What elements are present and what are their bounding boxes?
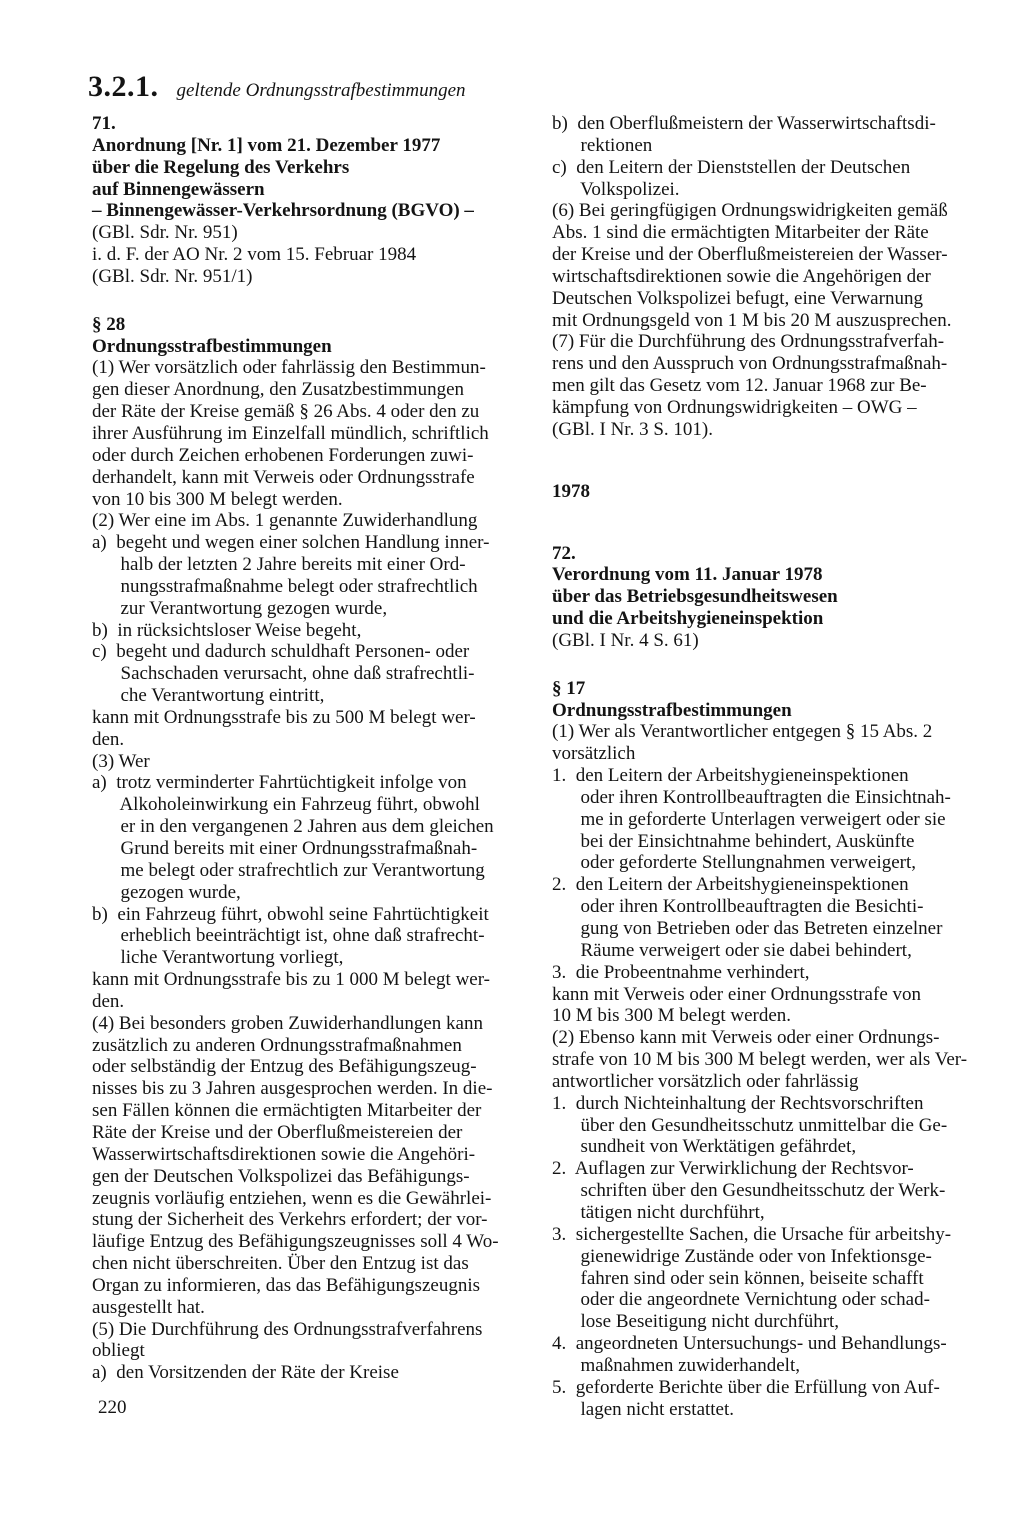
page-number: 220 <box>98 1397 127 1418</box>
text-line: (2) Wer eine im Abs. 1 genannte Zuwiderhandlung <box>92 510 478 532</box>
text-line: sundheit von Werktätigen gefährdet, <box>552 1136 857 1158</box>
text-line: me belegt oder strafrechtlich zur Verantwortung <box>92 859 485 881</box>
text-line: (6) Bei geringfügigen Ordnungswidrigkeiten gemäß <box>552 200 948 222</box>
text-line: men gilt das Gesetz vom 12. Januar 1968 zur Be- <box>552 375 927 397</box>
right-continuation-text <box>552 113 992 441</box>
right-column <box>552 113 992 1420</box>
text-line: Grund bereits mit einer Ordnungsstrafmaßnah- <box>92 838 478 859</box>
text-line: gen der Deutschen Volkspolizei das Befähigungs- <box>92 1165 470 1187</box>
text-line: 1. durch Nichteinhaltung der Rechtsvorschriften <box>552 1092 924 1114</box>
text-line: oder ihren Kontrollbeauftragten die Besichti- <box>552 896 924 918</box>
text-line: me in geforderte Unterlagen verweigert oder sie <box>552 808 946 830</box>
text-line: Alkoholeinwirkung ein Fahrzeug führt, obwohl <box>92 794 480 816</box>
text-line: che Verantwortung eintritt, <box>92 685 325 707</box>
text-line: zeugnis vorläufig entziehen, wenn es die Gewährlei- <box>92 1187 492 1209</box>
text-line: c) den Leitern der Dienststellen der Deutschen <box>552 156 911 178</box>
text-line: antwortlicher vorsätzlich oder fahrlässig <box>552 1070 859 1092</box>
regulation-title-line: und die Arbeitshygieneinspektion <box>552 608 824 630</box>
text-line: (2) Ebenso kann mit Verweis oder einer Ordnungs- <box>552 1027 940 1049</box>
text-line: vorsätzlich <box>552 743 636 765</box>
entry-number: 72. <box>552 542 576 564</box>
text-line: Organ zu informieren, das das Befähigungszeugnis <box>92 1274 480 1296</box>
text-line: a) den Vorsitzenden der Räte der Kreise <box>92 1362 399 1384</box>
text-line: Sachschaden verursacht, ohne daß strafrechtli- <box>92 663 475 685</box>
text-line: a) begeht und wegen einer solchen Handlung inner- <box>92 532 490 554</box>
text-line: zur Verantwortung gezogen wurde, <box>92 597 388 619</box>
text-line: Wasserwirtschaftsdirektionen sowie die Angehöri- <box>92 1143 476 1165</box>
text-line: (5) Die Durchführung des Ordnungsstrafverfahrens <box>92 1318 483 1340</box>
regulation-title-line: Anordnung [Nr. 1] vom 21. Dezember 1977 <box>92 134 441 156</box>
left-body-text <box>92 357 532 1384</box>
source-line: (GBl. Sdr. Nr. 951) <box>92 222 238 244</box>
text-line: er in den vergangenen 2 Jahren aus dem gleichen <box>92 816 494 838</box>
paragraph-title: Ordnungsstrafbestimmungen <box>92 335 332 357</box>
source-line: i. d. F. der AO Nr. 2 vom 15. Februar 1984 <box>92 244 417 266</box>
text-line: 1. den Leitern der Arbeitshygieneinspektionen <box>552 765 909 787</box>
left-column <box>92 113 532 1384</box>
regulation-title-line: – Binnengewässer-Verkehrsordnung (BGVO) – <box>92 200 474 222</box>
text-line: gienewidrige Zustände oder von Infektionsge- <box>552 1245 932 1267</box>
text-line: (1) Wer als Verantwortlicher entgegen § 15 Abs. 2 <box>552 721 933 743</box>
regulation-title-line: auf Binnengewässern <box>92 178 265 200</box>
text-line: gung von Betrieben oder das Betreten einzelner <box>552 918 943 939</box>
section-number: 3.2.1. <box>88 70 159 103</box>
text-line: Abs. 1 sind die ermächtigten Mitarbeiter der Räte <box>552 222 929 244</box>
text-line: oder geforderte Stellungnahmen verweigert, <box>552 852 917 874</box>
text-line: 5. geforderte Berichte über die Erfüllung von Auf- <box>552 1376 940 1398</box>
paragraph-heading: § 17 <box>552 677 586 699</box>
text-line: bei der Einsichtnahme behindert, Auskünfte <box>552 830 915 852</box>
text-line: Deutschen Volkspolizei befugt, eine Verwarnung <box>552 287 923 309</box>
text-line: den. <box>92 728 125 750</box>
text-line: zusätzlich zu anderen Ordnungsstrafmaßnahmen <box>92 1034 462 1056</box>
paragraph-title: Ordnungsstrafbestimmungen <box>552 699 792 721</box>
entry-number: 71. <box>92 113 116 134</box>
text-line: oder selbständig der Entzug des Befähigungszeug- <box>92 1056 477 1078</box>
text-line: (3) Wer <box>92 750 150 772</box>
source-line: (GBl. Sdr. Nr. 951/1) <box>92 265 253 287</box>
text-line: rektionen <box>552 134 653 156</box>
text-line: liche Verantwortung vorliegt, <box>92 947 344 969</box>
text-line: 3. sichergestellte Sachen, die Ursache für arbeitshy- <box>552 1223 952 1245</box>
text-line: 2. den Leitern der Arbeitshygieneinspektionen <box>552 874 909 896</box>
text-line: oder ihren Kontrollbeauftragten die Einsichtnah- <box>552 786 951 808</box>
source-line: (GBl. I Nr. 4 S. 61) <box>552 629 699 651</box>
text-line: wirtschaftsdirektionen sowie die Angehörigen der <box>552 265 931 287</box>
text-line: läufige Entzug des Befähigungszeugnisses soll 4 Wo- <box>92 1231 499 1253</box>
text-line: 4. angeordneten Untersuchungs- und Behandlungs- <box>552 1333 947 1355</box>
text-line: (1) Wer vorsätzlich oder fahrlässig den Bestimmun- <box>92 357 486 379</box>
text-line: b) den Oberflußmeistern der Wasserwirtschaftsdi- <box>552 113 936 134</box>
text-line: (7) Für die Durchführung des Ordnungsstrafverfah- <box>552 331 945 353</box>
text-line: halb der letzten 2 Jahre bereits mit einer Ord- <box>92 554 466 576</box>
paragraph-heading: § 28 <box>92 313 126 335</box>
text-line: stung der Sicherheit des Verkehrs erfordert; der vor- <box>92 1209 488 1231</box>
text-line: fahren sind oder sein können, beiseite schafft <box>552 1267 924 1289</box>
text-line: Räume verweigert oder sie dabei behindert, <box>552 939 912 961</box>
text-line: über den Gesundheitsschutz unmittelbar die Ge- <box>552 1114 948 1136</box>
section-title: geltende Ordnungsstrafbestimmungen <box>176 80 466 101</box>
text-line: b) in rücksichtsloser Weise begeht, <box>92 619 362 641</box>
text-line: 3. die Probeentnahme verhindert, <box>552 961 810 983</box>
text-line: gezogen wurde, <box>92 881 241 903</box>
text-line: maßnahmen zuwiderhandelt, <box>552 1354 800 1376</box>
text-line: den. <box>92 990 125 1012</box>
text-line: kann mit Verweis oder einer Ordnungsstrafe von <box>552 983 921 1005</box>
right-body-text <box>552 721 992 1420</box>
text-line: kann mit Ordnungsstrafe bis zu 500 M belegt wer- <box>92 706 476 728</box>
text-line: (4) Bei besonders groben Zuwiderhandlungen kann <box>92 1012 483 1034</box>
text-line: kämpfung von Ordnungswidrigkeiten – OWG – <box>552 396 917 418</box>
text-line: lagen nicht erstattet. <box>552 1398 735 1420</box>
regulation-title-line: über das Betriebsgesundheitswesen <box>552 586 838 608</box>
text-line: von 10 bis 300 M belegt werden. <box>92 488 343 510</box>
year-heading: 1978 <box>552 480 590 502</box>
section-header <box>88 70 466 104</box>
text-line: Volkspolizei. <box>552 178 680 200</box>
text-line: lose Beseitigung nicht durchführt, <box>552 1311 840 1333</box>
text-line: erheblich beeinträchtigt ist, ohne daß strafrecht- <box>92 925 485 947</box>
text-line: sen Fällen können die ermächtigten Mitarbeiter der <box>92 1100 482 1122</box>
text-line: obliegt <box>92 1340 145 1362</box>
text-line: ihrer Ausführung im Einzelfall mündlich, schriftlich <box>92 422 489 444</box>
text-line: chen nicht überschreiten. Über den Entzug ist das <box>92 1253 469 1275</box>
text-line: der Kreise und der Oberflußmeistereien der Wasser- <box>552 244 948 266</box>
text-line: gen dieser Anordnung, den Zusatzbestimmungen <box>92 379 465 401</box>
text-line: rens und den Ausspruch von Ordnungsstrafmaßnah- <box>552 353 948 375</box>
text-line: nisses bis zu 3 Jahren ausgesprochen werden. In die- <box>92 1078 493 1100</box>
text-line: c) begeht und dadurch schuldhaft Personen- oder <box>92 641 470 663</box>
text-line: oder die angeordnete Vernichtung oder schad- <box>552 1289 930 1311</box>
regulation-title-line: Verordnung vom 11. Januar 1978 <box>552 564 823 586</box>
text-line: b) ein Fahrzeug führt, obwohl seine Fahrtüchtigkeit <box>92 903 489 925</box>
text-line: schriften über den Gesundheitsschutz der Werk- <box>552 1180 946 1202</box>
text-line: strafe von 10 M bis 300 M belegt werden, wer als Ver- <box>552 1049 968 1071</box>
text-line: mit Ordnungsgeld von 1 M bis 20 M auszusprechen. <box>552 309 952 331</box>
text-line: tätigen nicht durchführt, <box>552 1201 765 1223</box>
text-line: 2. Auflagen zur Verwirklichung der Rechtsvor- <box>552 1158 914 1180</box>
regulation-title-line: über die Regelung des Verkehrs <box>92 156 350 178</box>
text-line: 10 M bis 300 M belegt werden. <box>552 1005 792 1027</box>
text-line: oder durch Zeichen erhobenen Forderungen zuwi- <box>92 444 474 466</box>
text-line: a) trotz verminderter Fahrtüchtigkeit infolge von <box>92 772 467 794</box>
text-line: der Räte der Kreise gemäß § 26 Abs. 4 oder den zu <box>92 401 480 423</box>
text-line: (GBl. I Nr. 3 S. 101). <box>552 418 713 440</box>
text-line: kann mit Ordnungsstrafe bis zu 1 000 M belegt wer- <box>92 969 491 991</box>
text-line: ausgestellt hat. <box>92 1296 205 1318</box>
text-line: derhandelt, kann mit Verweis oder Ordnungsstrafe <box>92 466 475 488</box>
text-line: nungsstrafmaßnahme belegt oder strafrechtlich <box>92 575 478 597</box>
text-line: Räte der Kreise und der Oberflußmeistereien der <box>92 1121 463 1143</box>
